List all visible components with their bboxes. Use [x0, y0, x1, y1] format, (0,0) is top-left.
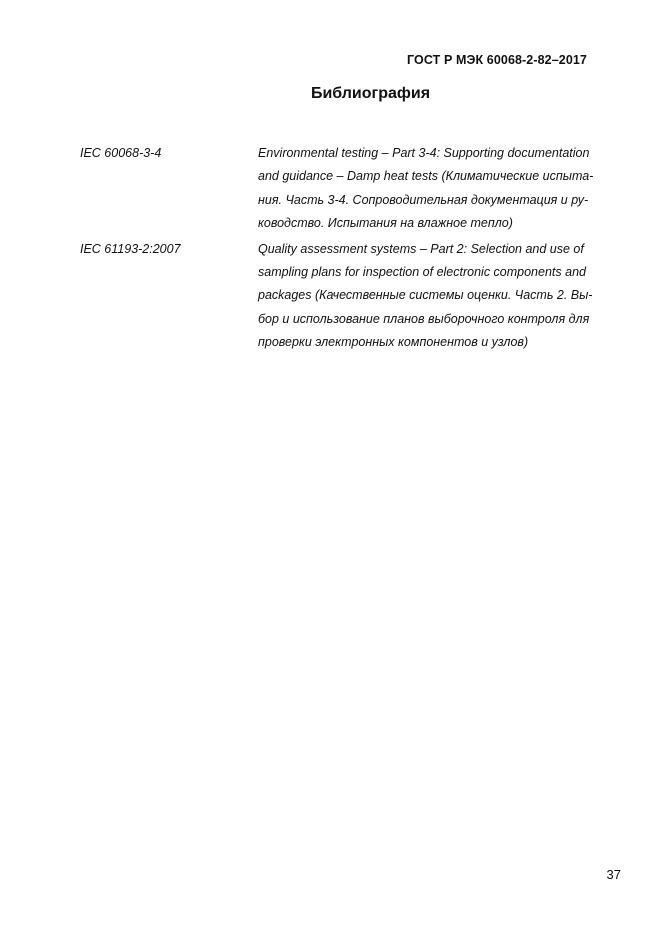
bibliography-entry [80, 142, 620, 236]
description-line: проверки электронных компонентов и узлов) [258, 335, 529, 350]
page-title: Библиография [310, 85, 431, 102]
description-line: ководство. Испытания на влажное тепло) [258, 216, 513, 231]
description-line: and guidance – Damp heat tests (Климатические испыта- [258, 169, 594, 184]
bibliography-entry [80, 238, 620, 355]
description-line: ния. Часть 3-4. Сопроводительная документация и ру- [258, 192, 589, 207]
bibliography-list [80, 142, 620, 357]
standard-description [258, 142, 620, 236]
description-line: Quality assessment systems – Part 2: Selection and use of [258, 241, 584, 256]
description-line: бор и использование планов выборочного контроля для [258, 311, 590, 326]
page-number: 37 [606, 867, 621, 882]
description-line: Environmental testing – Part 3-4: Supporting documentation [258, 146, 590, 160]
standard-code: IEC 61193-2:2007 [80, 241, 181, 256]
document-code-header: ГОСТ Р МЭК 60068-2-82–2017 [407, 53, 587, 67]
description-line: packages (Качественные системы оценки. Часть 2. Вы- [258, 288, 593, 303]
standard-description [258, 238, 620, 355]
standard-code: IEC 60068-3-4 [80, 146, 162, 160]
description-line: sampling plans for inspection of electronic components and [258, 265, 586, 280]
